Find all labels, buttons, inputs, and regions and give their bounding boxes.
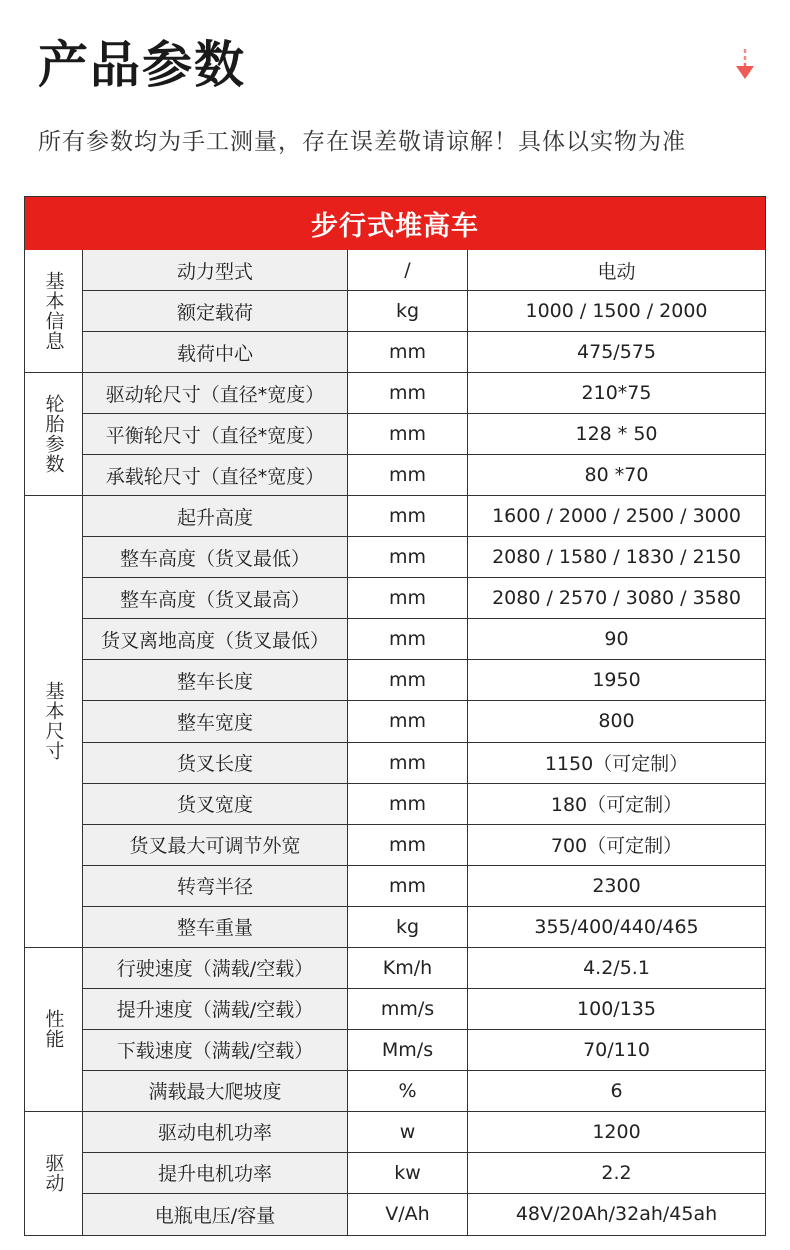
unit-cell: mm xyxy=(348,784,468,825)
value-cell: 2080 / 2570 / 3080 / 3580 xyxy=(468,578,765,619)
value-cell: 100/135 xyxy=(468,989,765,1030)
value-cell: 800 xyxy=(468,701,765,742)
table-title: 步行式堆高车 xyxy=(25,197,765,250)
value-cell: 48V/20Ah/32ah/45ah xyxy=(515,1203,718,1226)
param-cell: 承载轮尺寸（直径*宽度） xyxy=(83,455,348,496)
value-cell: 128 * 50 xyxy=(468,414,765,455)
param-cell: 货叉最大可调节外宽 xyxy=(83,825,348,866)
category-cell: 轮胎参数 xyxy=(25,373,83,496)
param-cell: 提升电机功率 xyxy=(83,1153,348,1194)
param-cell: 转弯半径 xyxy=(83,866,348,907)
value-cell: 2.2 xyxy=(468,1153,765,1194)
value-cell: 355/400/440/465 xyxy=(468,907,765,948)
page-title: 产品参数 xyxy=(38,36,246,94)
value-cell: 1950 xyxy=(468,660,765,701)
unit-cell: mm xyxy=(348,619,468,660)
unit-cell: mm xyxy=(348,414,468,455)
param-cell: 货叉长度 xyxy=(83,743,348,784)
unit-cell: mm xyxy=(348,496,468,537)
param-cell: 额定载荷 xyxy=(83,291,348,332)
value-cell: 475/575 xyxy=(468,332,765,373)
arrow-down-icon xyxy=(734,48,756,82)
unit-cell: Mm/s xyxy=(348,1030,468,1071)
value-cell: 1150（可定制） xyxy=(468,743,765,784)
param-cell: 载荷中心 xyxy=(83,332,348,373)
param-cell: 行驶速度（满载/空载） xyxy=(83,948,348,989)
unit-cell: mm xyxy=(348,866,468,907)
unit-cell: mm xyxy=(348,701,468,742)
param-cell: 驱动轮尺寸（直径*宽度） xyxy=(83,373,348,414)
param-cell: 货叉宽度 xyxy=(83,784,348,825)
unit-cell: mm xyxy=(348,825,468,866)
param-cell: 驱动电机功率 xyxy=(83,1112,348,1153)
value-cell: 1000 / 1500 / 2000 xyxy=(468,291,765,332)
unit-cell: mm xyxy=(348,373,468,414)
category-cell: 基本尺寸 xyxy=(25,496,83,947)
value-cell: 210*75 xyxy=(468,373,765,414)
value-cell: 700（可定制） xyxy=(468,825,765,866)
value-cell: 2300 xyxy=(468,866,765,907)
value-cell: 1200 xyxy=(468,1112,765,1153)
value-cell: 电动 xyxy=(468,250,765,291)
param-cell: 动力型式 xyxy=(83,250,348,291)
unit-cell: kw xyxy=(348,1153,468,1194)
param-cell: 整车长度 xyxy=(83,660,348,701)
unit-cell: mm xyxy=(348,660,468,701)
unit-cell: kg xyxy=(348,907,468,948)
param-cell: 满载最大爬坡度 xyxy=(83,1071,348,1112)
unit-cell: mm/s xyxy=(348,989,468,1030)
param-cell: 整车重量 xyxy=(83,907,348,948)
param-cell: 下载速度（满载/空载） xyxy=(83,1030,348,1071)
unit-cell: mm xyxy=(348,578,468,619)
param-cell: 电瓶电压/容量 xyxy=(83,1194,348,1235)
spec-table xyxy=(24,196,766,1236)
param-cell: 整车宽度 xyxy=(83,701,348,742)
value-cell: 80 *70 xyxy=(468,455,765,496)
disclaimer-text: 所有参数均为手工测量，存在误差敬请谅解！具体以实物为准 xyxy=(38,129,686,155)
param-cell: 货叉离地高度（货叉最低） xyxy=(83,619,348,660)
param-cell: 起升高度 xyxy=(83,496,348,537)
value-cell: 4.2/5.1 xyxy=(468,948,765,989)
unit-cell: % xyxy=(348,1071,468,1112)
value-cell: 70/110 xyxy=(468,1030,765,1071)
value-cell: 180（可定制） xyxy=(468,784,765,825)
param-cell: 提升速度（满载/空载） xyxy=(83,989,348,1030)
value-cell: 6 xyxy=(468,1071,765,1112)
unit-cell: V/Ah xyxy=(348,1194,468,1235)
unit-cell: mm xyxy=(348,332,468,373)
unit-cell: kg xyxy=(348,291,468,332)
unit-cell: w xyxy=(348,1112,468,1153)
param-cell: 整车高度（货叉最低） xyxy=(83,537,348,578)
value-cell: 2080 / 1580 / 1830 / 2150 xyxy=(468,537,765,578)
unit-cell: mm xyxy=(348,455,468,496)
unit-cell: mm xyxy=(348,537,468,578)
param-cell: 整车高度（货叉最高） xyxy=(83,578,348,619)
unit-cell: mm xyxy=(348,743,468,784)
unit-cell: / xyxy=(348,250,468,291)
param-cell: 平衡轮尺寸（直径*宽度） xyxy=(83,414,348,455)
value-cell: 1600 / 2000 / 2500 / 3000 xyxy=(468,496,765,537)
category-cell: 基本信息 xyxy=(25,250,83,373)
unit-cell: Km/h xyxy=(348,948,468,989)
category-cell: 驱动 xyxy=(25,1112,83,1235)
value-cell: 90 xyxy=(468,619,765,660)
category-cell: 性能 xyxy=(25,948,83,1112)
